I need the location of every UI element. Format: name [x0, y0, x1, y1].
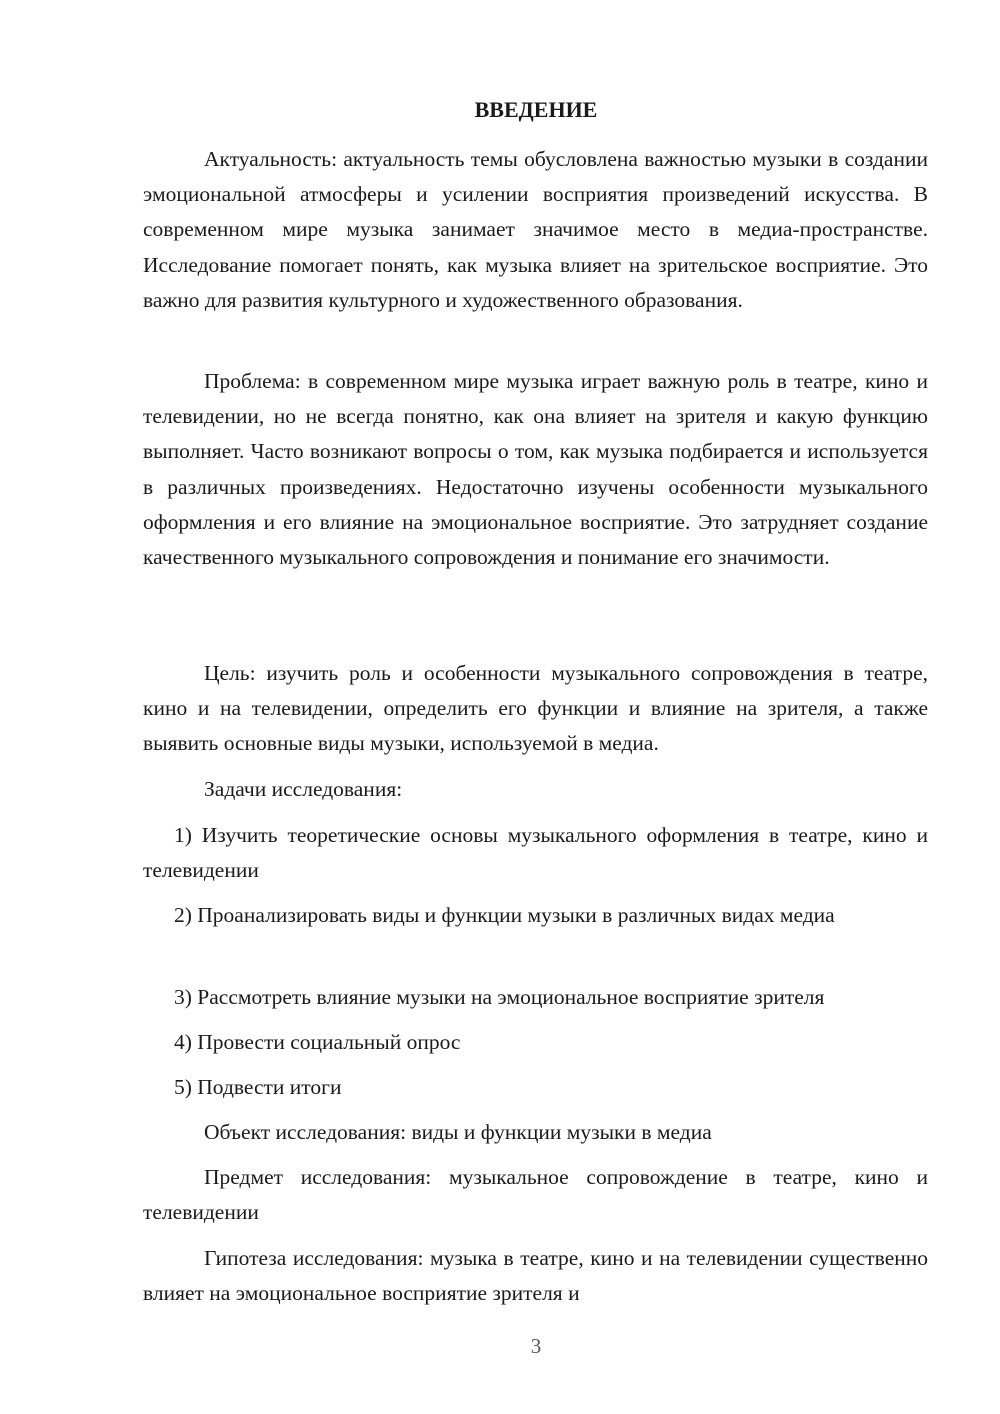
goal-paragraph: Цель: изучить роль и особенности музыкального сопровождения в театре, кино и на телевидении, определить его функции и влияние на зрителя, а также выявить основные виды музыки, используемой в медиа.: [143, 661, 928, 756]
subject-paragraph: Предмет исследования: музыкальное сопровождение в театре, кино и телевидении: [143, 1165, 928, 1225]
object-paragraph: Объект исследования: виды и функции музыки в медиа: [204, 1120, 712, 1144]
task-item-1: 1) Изучить теоретические основы музыкального оформления в театре, кино и телевидении: [143, 823, 928, 883]
task-item-5: 5) Подвести итоги: [174, 1075, 342, 1099]
task-item-4: 4) Провести социальный опрос: [174, 1030, 461, 1054]
problem-paragraph: Проблема: в современном мире музыка играет важную роль в театре, кино и телевидении, но не всегда понятно, как она влияет на зрителя и какую функцию выполняет. Часто возникают вопросы о том, как музыка подбирается и используется в различных произведениях. Недостаточно изучены особенности музыкального оформления и его влияние на эмоциональное восприятие. Это затрудняет создание качественного музыкального сопровождения и понимание его значимости.: [143, 369, 928, 570]
hypothesis-paragraph: Гипотеза исследования: музыка в театре, кино и на телевидении существенно влияет на эмоциональное восприятие зрителя и: [143, 1246, 928, 1306]
relevance-paragraph: Актуальность: актуальность темы обусловлена важностью музыки в создании эмоциональной атмосферы и усилении восприятия произведений искусства. В современном мире музыка занимает значимое место в медиа-пространстве. Исследование помогает понять, как музыка влияет на зрительское восприятие. Это важно для развития культурного и художественного образования.: [143, 147, 928, 312]
task-item-3: 3) Рассмотреть влияние музыки на эмоциональное восприятие зрителя: [174, 985, 825, 1009]
tasks-label: Задачи исследования:: [204, 777, 403, 801]
task-item-2: 2) Проанализировать виды и функции музыки в различных видах медиа: [174, 903, 835, 927]
page-number: 3: [530, 1334, 542, 1358]
section-heading: ВВЕДЕНИЕ: [474, 97, 598, 122]
